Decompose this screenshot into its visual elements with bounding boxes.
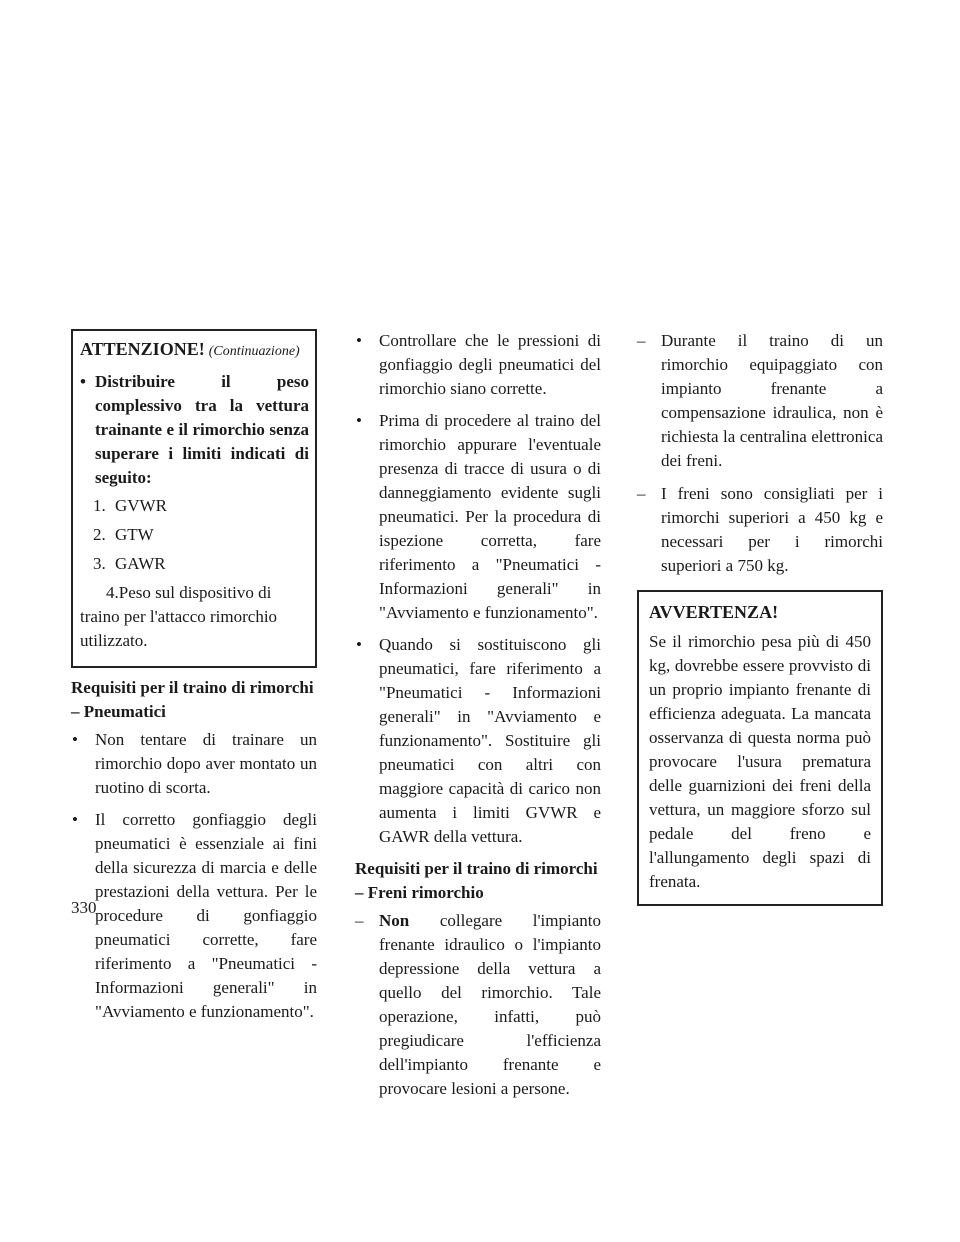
- brake-notes-list: [637, 329, 883, 578]
- caution-box: [71, 329, 317, 668]
- section-heading-tyres: Requisiti per il traino di rimorchi – Pneumatici: [71, 678, 314, 721]
- list-item: 2. GTW: [93, 525, 154, 544]
- list-item: – I freni sono consigliati per i rimorchi superiori a 450 kg e necessari per i rimorchi superiori a 750 kg.: [637, 484, 883, 575]
- list-item: • Prima di procedere al traino del rimorchio appurare l'eventuale presenza di tracce di usura o di danneggiamento evidente sugli pneumatici. Per la procedura di ispezione corretta, fare riferimento a "Pneumatici - Informazioni generali" in "Avviamento e funzionamento".: [355, 409, 601, 625]
- caution-title: ATTENZIONE! (Continuazione): [80, 339, 300, 359]
- warning-box: [637, 590, 883, 906]
- caution-subtitle: (Continuazione): [208, 344, 300, 359]
- page-number: 330: [71, 898, 97, 917]
- list-item: 1. GVWR: [93, 496, 167, 515]
- list-item: • Controllare che le pressioni di gonfiaggio degli pneumatici del rimorchio siano corrette.: [355, 329, 601, 401]
- list-item: • Quando si sostituiscono gli pneumatici, fare riferimento a "Pneumatici - Informazioni generali" in "Avviamento e funzionamento". Sostituire gli pneumatici con altri con maggiore capacità di carico non aumenta i limiti GVWR e GAWR della vettura.: [355, 633, 601, 849]
- section-heading-brakes: Requisiti per il traino di rimorchi – Freni rimorchio: [355, 859, 598, 902]
- brake-requirements-list: [355, 909, 601, 1101]
- list-item: • Il corretto gonfiaggio degli pneumatici è essenziale ai fini della sicurezza di marcia e delle prestazioni della vettura. Per le procedure di gonfiaggio pneumatici corrette, fare riferimento a "Pneumatici - Informazioni generali" in "Avviamento e funzionamento".: [71, 808, 317, 1024]
- list-item: – Durante il traino di un rimorchio equipaggiato con impianto frenante a compensazione idraulica, non è richiesta la centralina elettronica dei freni.: [637, 331, 883, 470]
- tyre-requirements-list: [71, 728, 317, 1024]
- list-item: 3. GAWR: [93, 554, 166, 573]
- caution-limits-list: [80, 494, 309, 653]
- column-right: [637, 329, 883, 906]
- column-middle: [355, 329, 601, 1110]
- warning-text: Se il rimorchio pesa più di 450 kg, dovrebbe essere provvisto di un proprio impianto frenante di efficienza adeguata. La mancata osservanza di questa norma può provocare l'usura prematura delle guarnizioni dei freni della vettura, un maggiore sforzo sul pedale del freno e l'allungamento degli spazi di frenata.: [649, 632, 871, 891]
- tyre-checks-list: [355, 329, 601, 849]
- list-item: – Non collegare l'impianto frenante idraulico o l'impianto depressione della vettura a quello del rimorchio. Tale operazione, infatti, può pregiudicare l'efficienza dell'impianto frenante e provocare lesioni a persone.: [355, 911, 601, 1098]
- warning-title: AVVERTENZA!: [649, 602, 779, 622]
- list-item: 4.Peso sul dispositivo di traino per l'attacco rimorchio utilizzato.: [80, 583, 278, 650]
- list-item: • Non tentare di trainare un rimorchio dopo aver montato un ruotino di scorta.: [71, 728, 317, 800]
- column-left: [71, 329, 317, 1032]
- caution-bullet: • Distribuire il peso complessivo tra la vettura trainante e il rimorchio senza superare i limiti indicati di seguito:: [80, 370, 309, 490]
